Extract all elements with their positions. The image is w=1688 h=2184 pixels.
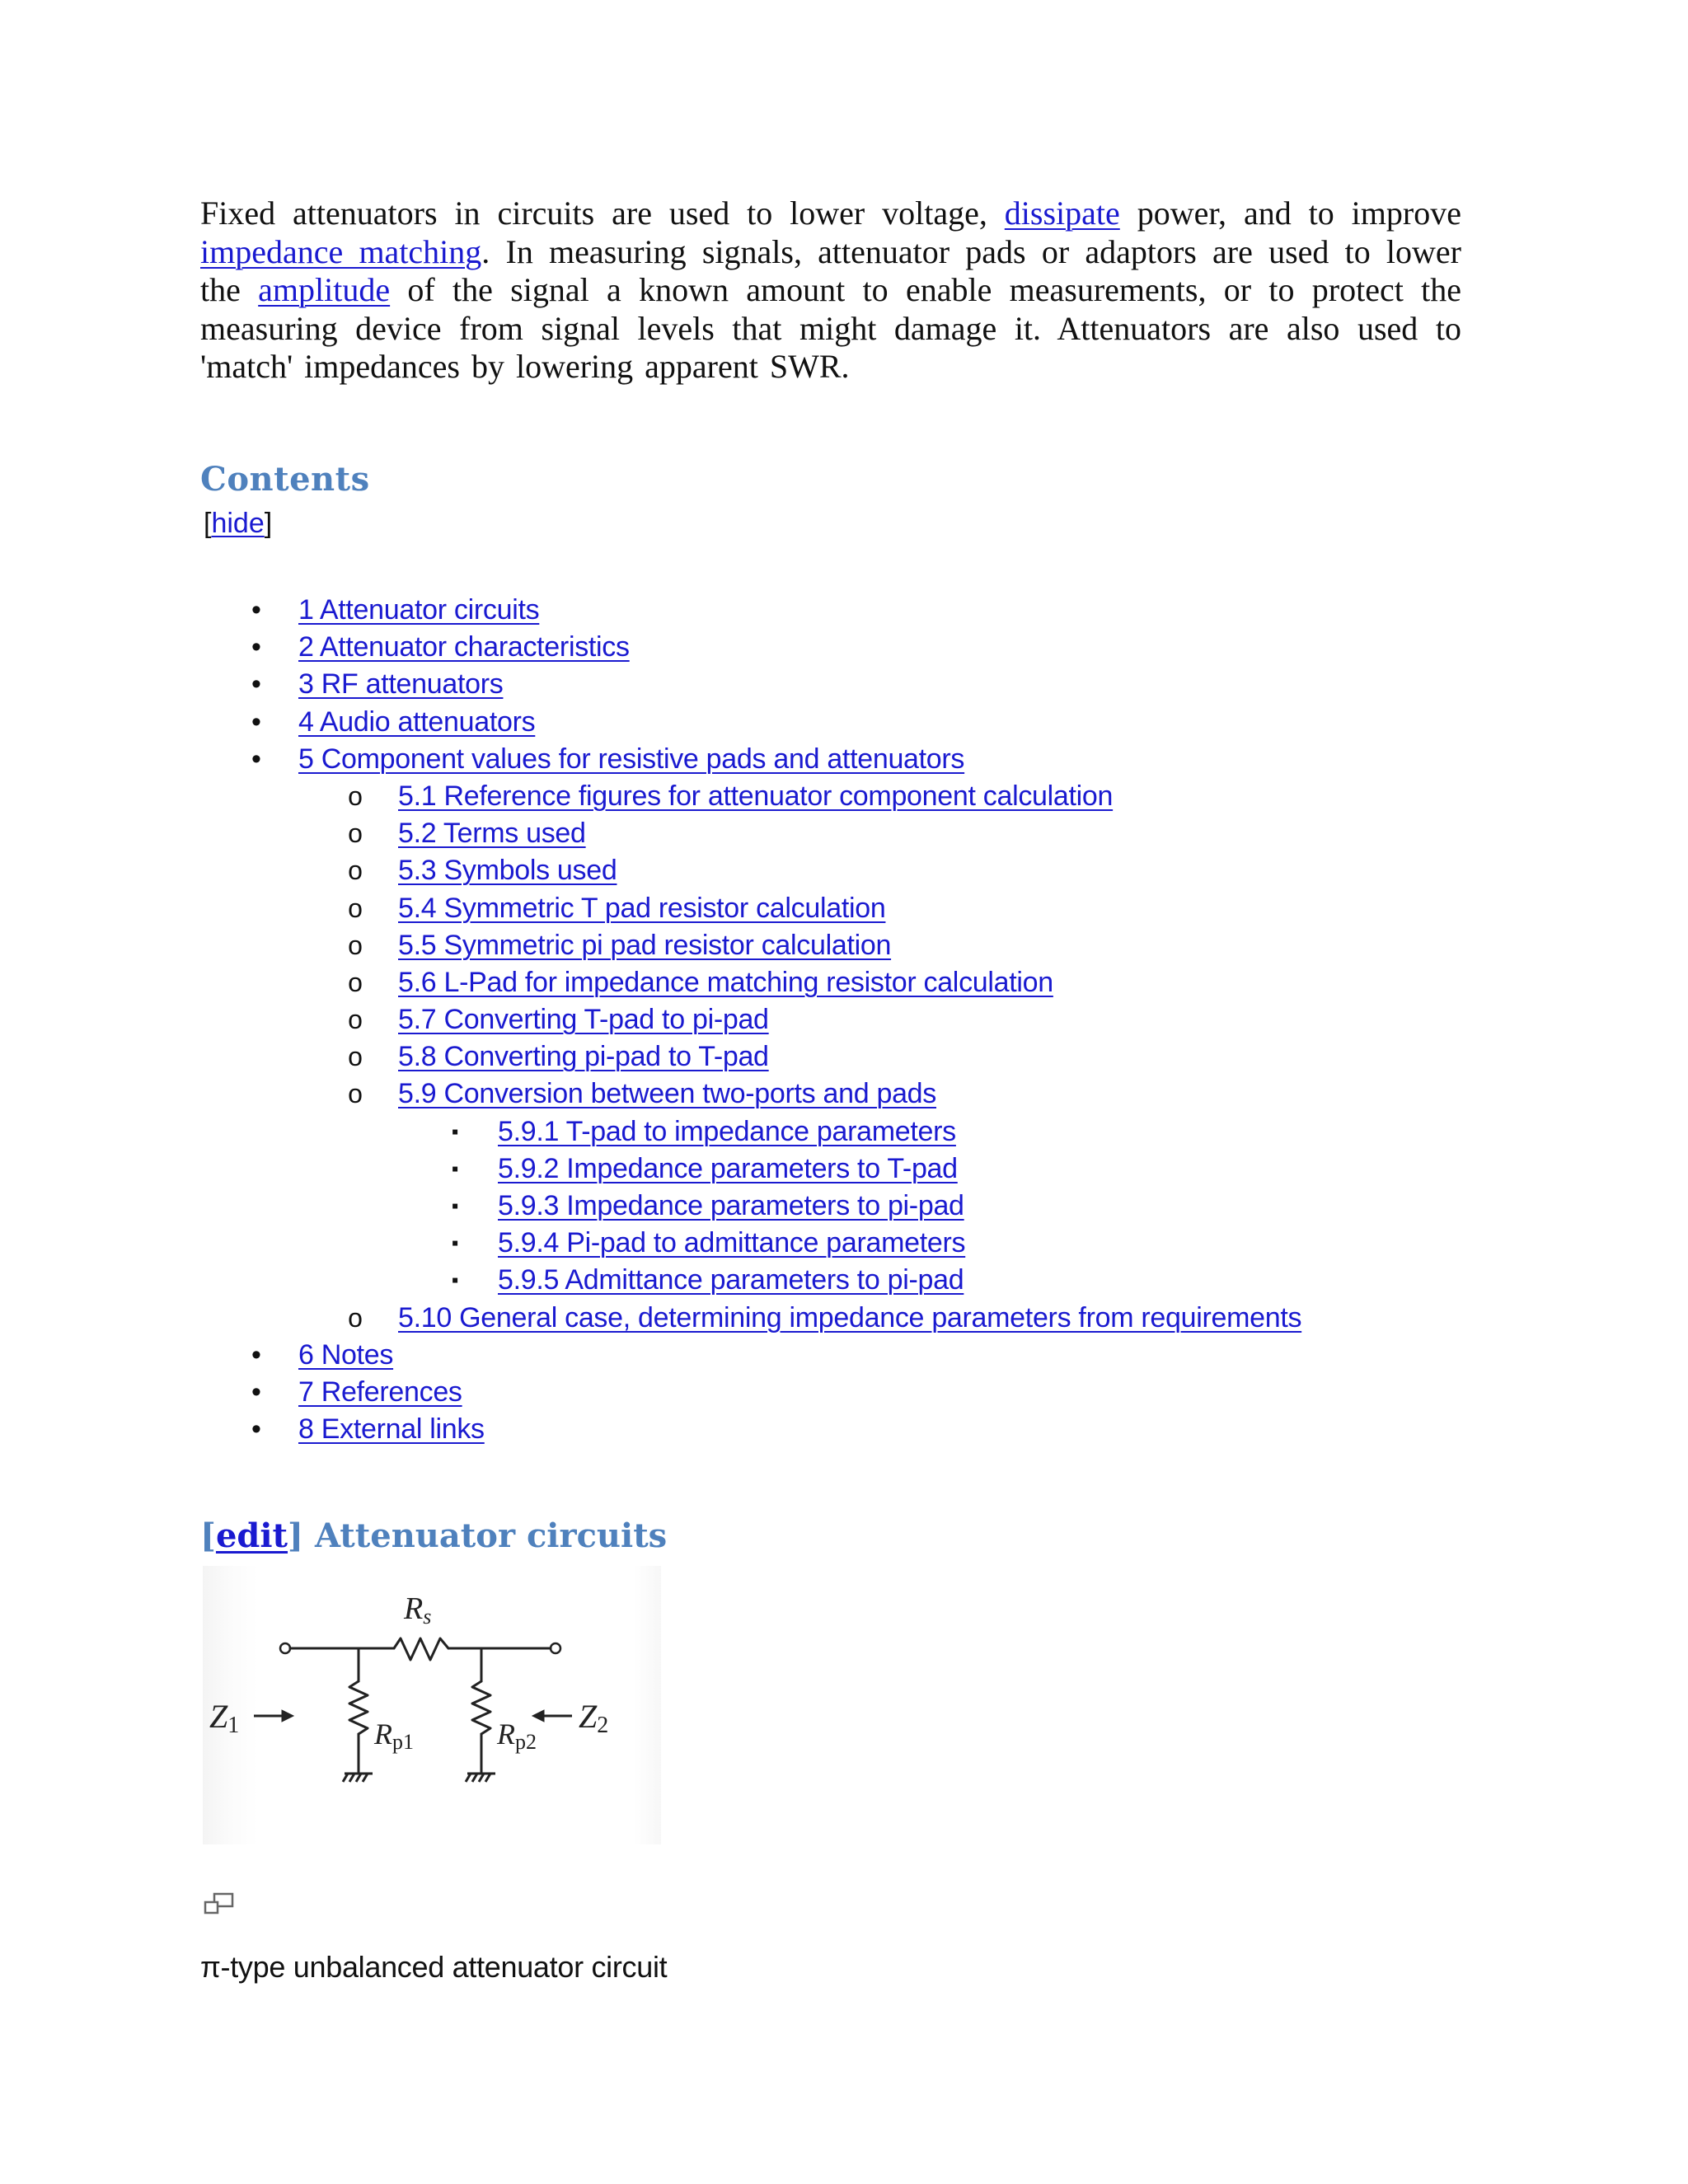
toc-bullet: o (348, 967, 363, 997)
toc-bullet: • (251, 1413, 261, 1446)
resistor-rp2 (472, 1681, 490, 1734)
toc-bullet: ▪ (451, 1195, 459, 1217)
magnify-clip-icon[interactable] (203, 1892, 236, 1917)
toc-item (0, 1300, 1688, 1337)
toc-bullet: o (348, 1302, 363, 1333)
toc-bullet: • (251, 631, 261, 663)
table-of-contents (0, 592, 1688, 1448)
toc-bullet: o (348, 1042, 363, 1072)
right-terminal (551, 1643, 560, 1653)
label-z1: Z1 (209, 1698, 240, 1738)
toc-link[interactable]: 1 Attenuator circuits (298, 594, 540, 626)
toc-item (0, 1225, 1688, 1262)
toc-bullet: • (251, 1376, 261, 1408)
section-heading-attenuator-circuits (200, 1516, 667, 1555)
edit-bracket-close: ] (288, 1516, 303, 1555)
link-amplitude[interactable]: amplitude (258, 271, 391, 308)
toc-bullet: ▪ (451, 1120, 459, 1143)
toc-link[interactable]: 6 Notes (298, 1338, 394, 1371)
toc-link[interactable]: 7 References (298, 1376, 462, 1408)
toc-bullet: • (251, 743, 261, 775)
toc-item (0, 964, 1688, 1001)
toc-link[interactable]: 5.8 Converting pi-pad to T-pad (398, 1041, 769, 1073)
toc-item (0, 890, 1688, 927)
toc-link[interactable]: 5.9.5 Admittance parameters to pi-pad (498, 1264, 964, 1296)
hide-toggle (204, 508, 272, 540)
toc-link[interactable]: 4 Audio attenuators (298, 705, 536, 738)
toc-link[interactable]: 5 Component values for resistive pads and attenuators (298, 743, 965, 775)
toc-item (0, 629, 1688, 666)
toc-bullet: o (348, 1079, 363, 1109)
toc-bullet: o (348, 930, 363, 960)
edit-bracket-open: [ (200, 1516, 216, 1555)
toc-bullet: o (348, 1005, 363, 1035)
toc-link[interactable]: 5.10 General case, determining impedance parameters from requirements (398, 1301, 1302, 1333)
intro-paragraph (200, 194, 1461, 387)
intro-text-4: of the signal a known amount to enable measurements, or to protect the measuring device from signal levels that might damage it. Attenuators are also used to 'match' impedances by lowering apparent SWR. (200, 271, 1461, 385)
toc-link[interactable]: 5.4 Symmetric T pad resistor calculation (398, 892, 886, 924)
toc-bullet: o (348, 855, 363, 886)
toc-bullet: • (251, 705, 261, 738)
toc-link[interactable]: 8 External links (298, 1413, 485, 1446)
section-title: Attenuator circuits (314, 1516, 668, 1555)
hide-bracket-open: [ (204, 508, 212, 539)
resistor-rs (394, 1638, 448, 1660)
toc-item (0, 927, 1688, 964)
toc-item (0, 1262, 1688, 1299)
ground-right (466, 1774, 495, 1782)
pi-circuit-diagram (203, 1566, 661, 1844)
link-impedance-matching[interactable]: impedance matching (200, 232, 482, 270)
toc-link[interactable]: 3 RF attenuators (298, 668, 504, 701)
toc-link[interactable]: 5.9.3 Impedance parameters to pi-pad (498, 1190, 964, 1221)
arrow-z1 (254, 1710, 293, 1722)
left-terminal (280, 1643, 290, 1653)
toc-item (0, 1151, 1688, 1188)
pi-attenuator-figure[interactable] (203, 1566, 661, 1844)
toc-link[interactable]: 5.6 L-Pad for impedance matching resistor calculation (398, 966, 1053, 998)
contents-heading: Contents (200, 460, 370, 499)
toc-link[interactable]: 2 Attenuator characteristics (298, 631, 630, 663)
toc-link[interactable]: 5.9.1 T-pad to impedance parameters (498, 1115, 956, 1147)
toc-link[interactable]: 5.9.4 Pi-pad to admittance parameters (498, 1227, 966, 1259)
arrow-z2 (532, 1710, 572, 1722)
toc-bullet: ▪ (451, 1232, 459, 1255)
toc-bullet: • (251, 1338, 261, 1371)
toc-bullet: ▪ (451, 1269, 459, 1292)
toc-item (0, 1001, 1688, 1038)
intro-text-2: power, and to improve (1119, 194, 1461, 232)
resistor-rp1 (349, 1681, 368, 1734)
toc-item (0, 592, 1688, 629)
toc-item (0, 1374, 1688, 1411)
intro-text-1: Fixed attenuators in circuits are used to lower voltage, (200, 194, 1005, 232)
toc-item (0, 1188, 1688, 1225)
hide-link[interactable]: hide (211, 508, 265, 539)
toc-link[interactable]: 5.7 Converting T-pad to pi-pad (398, 1004, 769, 1036)
toc-item (0, 1076, 1688, 1113)
toc-item (0, 778, 1688, 815)
toc-item (0, 852, 1688, 889)
toc-link[interactable]: 5.5 Symmetric pi pad resistor calculation (398, 929, 892, 961)
toc-link[interactable]: 5.9.2 Impedance parameters to T-pad (498, 1152, 958, 1184)
label-rp2: Rp2 (497, 1718, 537, 1754)
toc-item (0, 666, 1688, 703)
label-rp1: Rp1 (374, 1718, 414, 1754)
toc-bullet: • (251, 668, 261, 701)
toc-bullet: o (348, 818, 363, 849)
toc-link[interactable]: 5.2 Terms used (398, 818, 586, 850)
toc-item (0, 1337, 1688, 1374)
ground-left (343, 1774, 373, 1782)
toc-link[interactable]: 5.3 Symbols used (398, 855, 617, 887)
toc-item (0, 1411, 1688, 1448)
toc-bullet: ▪ (451, 1157, 459, 1180)
figure-caption: π-type unbalanced attenuator circuit (200, 1950, 668, 1984)
toc-item (0, 741, 1688, 778)
hide-bracket-close: ] (264, 508, 273, 539)
edit-link[interactable]: edit (215, 1516, 288, 1555)
toc-item (0, 1038, 1688, 1076)
toc-link[interactable]: 5.1 Reference figures for attenuator component calculation (398, 780, 1114, 812)
toc-bullet: o (348, 893, 363, 923)
link-dissipate[interactable]: dissipate (1004, 194, 1120, 232)
toc-link[interactable]: 5.9 Conversion between two-ports and pads (398, 1078, 936, 1110)
label-z2: Z2 (579, 1698, 609, 1738)
toc-bullet: • (251, 594, 261, 626)
toc-item (0, 704, 1688, 741)
intro-text-3: . In measuring signals, attenuator pads or adaptors are used to lower the (200, 232, 1461, 308)
toc-bullet: o (348, 780, 363, 811)
label-rs: Rs (404, 1591, 432, 1629)
toc-item (0, 1113, 1688, 1151)
toc-item (0, 815, 1688, 852)
